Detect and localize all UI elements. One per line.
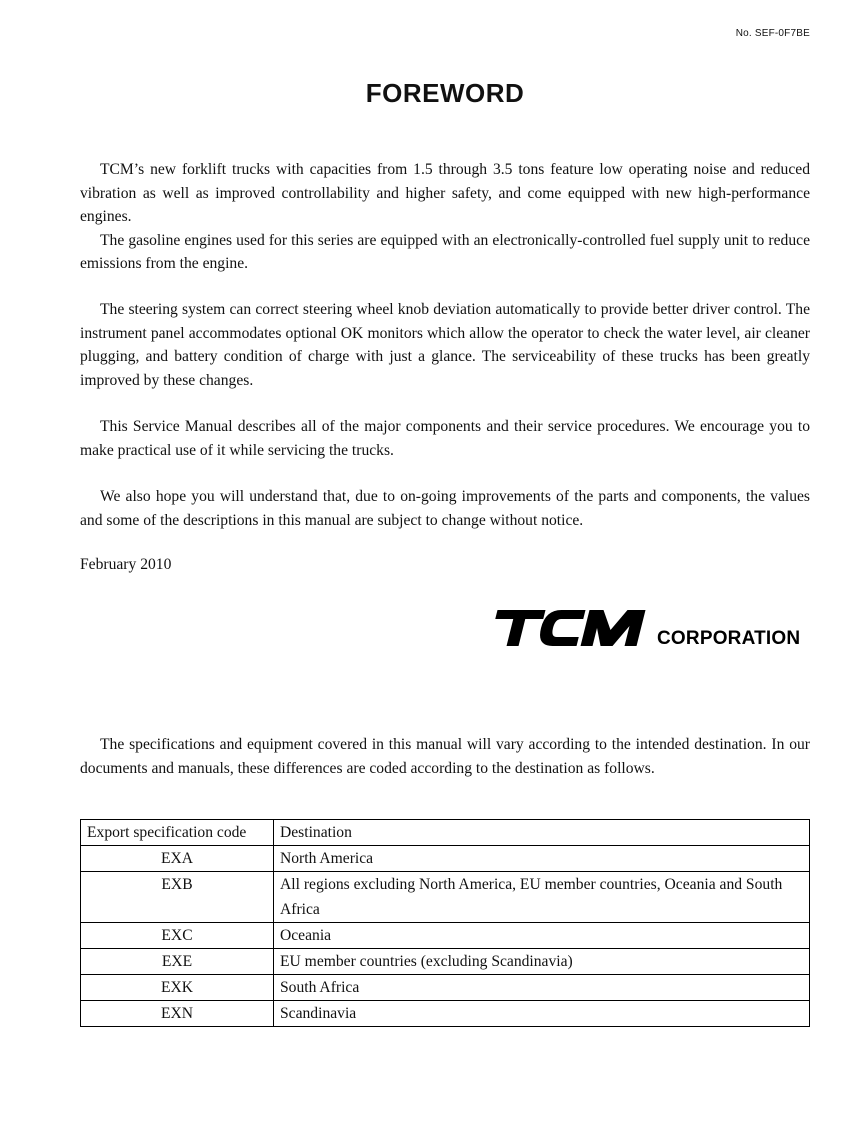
paragraph-capacities: TCM’s new forklift trucks with capacities from 1.5 through 3.5 tons feature low operating noise and reduced vibration as well as improved controllability and higher safety, and come equipped with new high-performance engines. — [80, 161, 810, 225]
paragraph-steering: The steering system can correct steering wheel knob deviation automatically to provide better driver control. The instrument panel accommodates optional OK monitors which allow the operator to check the water level, air cleaner plugging, and battery condition of charge with just a glance. The serviceability of these trucks has been greatly improved by these changes. — [80, 301, 810, 389]
paragraph-specifications: The specifications and equipment covered in this manual will vary according to the intended destination. In our documents and manuals, these differences are coded according to the destination as follows. — [80, 736, 810, 777]
tcm-logo-mark — [488, 608, 648, 648]
header-destination: Destination — [274, 820, 810, 846]
cell-destination: EU member countries (excluding Scandinavia) — [274, 949, 810, 975]
foreword-changes — [80, 485, 810, 532]
cell-destination: Scandinavia — [274, 1001, 810, 1027]
doc-number: No. SEF-0F7BE — [735, 28, 810, 39]
cell-code: EXE — [81, 949, 274, 975]
foreword-specifications — [80, 733, 810, 780]
cell-destination: All regions excluding North America, EU member countries, Oceania and South Africa — [274, 872, 810, 923]
header-code: Export specification code — [81, 820, 274, 846]
corporation-label: CORPORATION — [657, 628, 801, 649]
cell-destination: South Africa — [274, 975, 810, 1001]
table-row — [81, 923, 810, 949]
cell-destination: Oceania — [274, 923, 810, 949]
publication-date: February 2010 — [80, 556, 172, 573]
table-row — [81, 975, 810, 1001]
cell-code: EXC — [81, 923, 274, 949]
paragraph-engines: The gasoline engines used for this series are equipped with an electronically-controlled fuel supply unit to reduce emissions from the engine. — [80, 231, 810, 272]
cell-code: EXA — [81, 846, 274, 872]
foreword-steering — [80, 298, 810, 392]
foreword-manual — [80, 415, 810, 462]
table-header-row — [81, 820, 810, 846]
table-row — [81, 872, 810, 923]
cell-destination: North America — [274, 846, 810, 872]
cell-code: EXK — [81, 975, 274, 1001]
export-spec-table — [80, 819, 810, 1027]
cell-code: EXN — [81, 1001, 274, 1027]
page-title: FOREWORD — [365, 78, 525, 108]
table-row — [81, 949, 810, 975]
cell-code: EXB — [81, 872, 274, 923]
paragraph-manual: This Service Manual describes all of the major components and their service procedures. We encourage you to make practical use of it while servicing the trucks. — [80, 418, 810, 459]
foreword-intro — [80, 158, 810, 276]
tcm-logo — [488, 608, 812, 652]
table-row — [81, 846, 810, 872]
paragraph-changes: We also hope you will understand that, due to on-going improvements of the parts and components, the values and some of the descriptions in this manual are subject to change without notice. — [80, 488, 810, 529]
table-row — [81, 1001, 810, 1027]
